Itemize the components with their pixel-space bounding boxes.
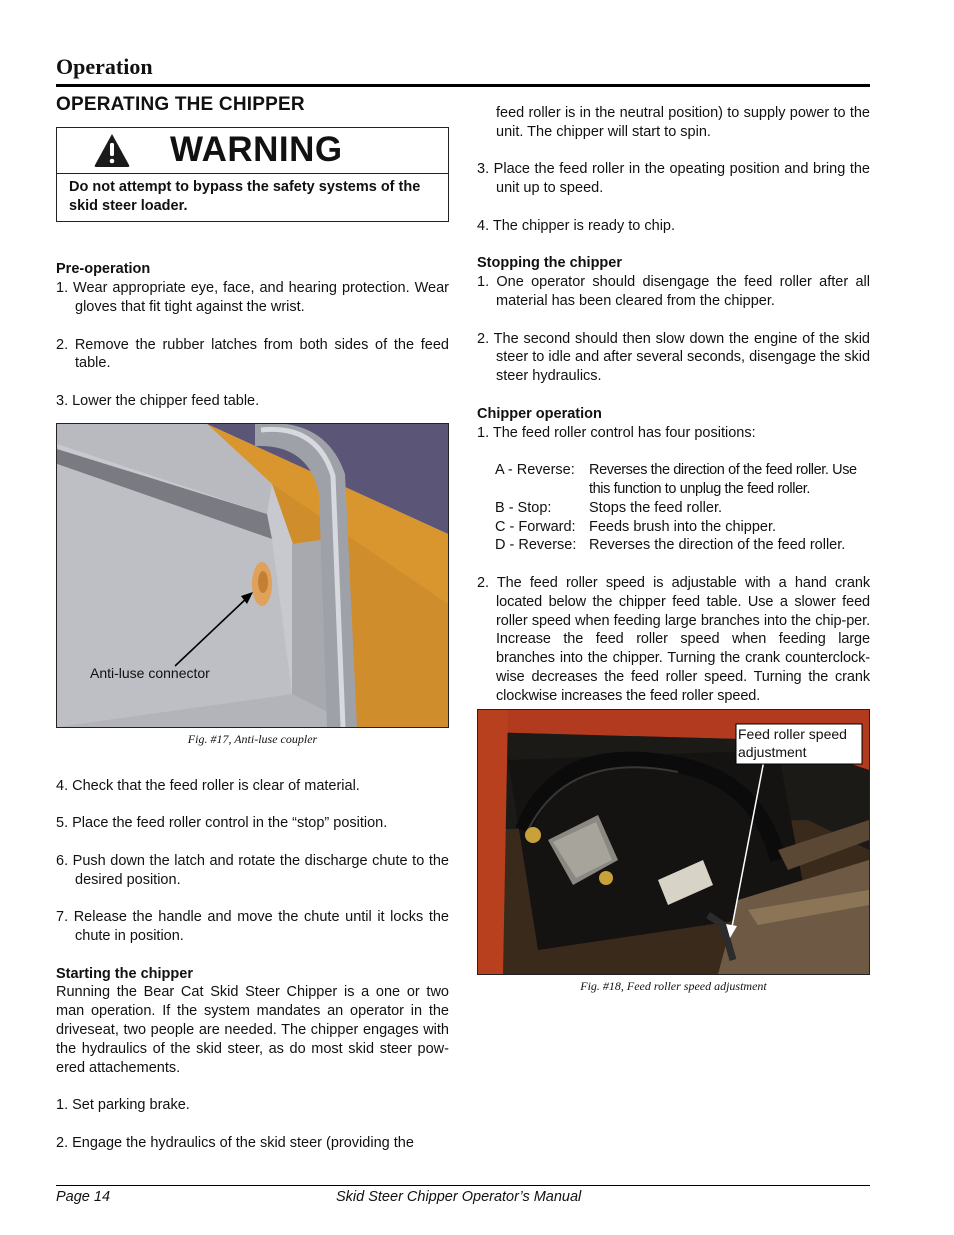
preop-title: Pre-operation xyxy=(56,261,151,278)
left-column xyxy=(56,96,449,1153)
step-4: 4. Check that the feed roller is clear of material. xyxy=(56,777,360,794)
step-5: 5. Place the feed roller control in the “stop” position. xyxy=(56,815,388,832)
position-key: D - Reverse: xyxy=(495,537,577,554)
position-key: C - Forward: xyxy=(495,518,576,535)
position-row xyxy=(495,536,870,555)
positions-table xyxy=(495,461,870,555)
warning-title: WARNING xyxy=(170,129,343,169)
stopping-item-2: 2. The second should then slow down the engine of the skid steer to idle and after several seconds, disengage the skid steer hydraulics. xyxy=(477,330,871,385)
continued-text: feed roller is in the neutral position) to supply power to the unit. The chipper will start to spin. xyxy=(496,105,870,140)
page-heading: OPERATING THE CHIPPER xyxy=(56,94,305,115)
figure-18-label-line2: adjustment xyxy=(738,743,807,760)
right-column xyxy=(477,104,870,1023)
section-title: Operation xyxy=(56,54,153,79)
preop-item-3: 3. Lower the chipper feed table. xyxy=(56,392,260,409)
chipper-op-item-2: 2. The feed roller speed is adjustable with a hand crank located below the chipper feed table. Use a slower feed roller speed when feeding large branches into the chip-per. Increase the feed roller speed when feeding large branches into the chipper. Turning the crank counterclock-wise decreases the feed roller speed. Turning the crank clockwise increases the feed roller speed. xyxy=(477,574,870,704)
figure-18-label xyxy=(738,725,847,761)
stopping-item-1: 1. One operator should disengage the feed roller after all material has been cleared from the chipper. xyxy=(477,274,870,309)
figure-18-image xyxy=(477,709,870,975)
stopping-title: Stopping the chipper xyxy=(477,255,622,272)
header-rule xyxy=(56,84,870,87)
position-desc: Reverses the direction of the feed roller. Use this function to unplug the feed roller. xyxy=(589,462,857,497)
chipper-op-intro: 1. The feed roller control has four positions: xyxy=(477,424,756,441)
position-row xyxy=(495,499,870,518)
position-row xyxy=(495,461,870,499)
manual-title: Skid Steer Chipper Operator’s Manual xyxy=(336,1189,582,1205)
position-desc: Stops the feed roller. xyxy=(589,499,722,516)
starting-body: Running the Bear Cat Skid Steer Chipper is a one or two man operation. If the system mandates an operator in the driveseat, two people are needed. The chipper engages with the hydraulics of the skid steer, as do most skid steer pow-ered attachements. xyxy=(56,984,449,1076)
page-number: Page 14 xyxy=(56,1189,111,1205)
position-desc: Reverses the direction of the feed roller. xyxy=(589,537,846,554)
preop-item-1: 1. Wear appropriate eye, face, and hearing protection. Wear gloves that fit tight against the wrist. xyxy=(56,280,449,315)
warning-box xyxy=(56,127,449,223)
position-key: A - Reverse: xyxy=(495,462,575,479)
step-7: 7. Release the handle and move the chute until it locks the chute in position. xyxy=(56,909,449,944)
position-desc: Feeds brush into the chipper. xyxy=(589,518,777,535)
figure-18-caption: Fig. #18, Feed roller speed adjustment xyxy=(580,978,767,993)
figure-17-caption: Fig. #17, Anti-luse coupler xyxy=(187,731,318,746)
footer-rule xyxy=(56,1185,870,1186)
right-item-3: 3. Place the feed roller in the opeating position and bring the unit up to speed. xyxy=(477,161,870,197)
warning-text: Do not attempt to bypass the safety systems of the skid steer loader. xyxy=(69,178,421,214)
position-row xyxy=(495,518,870,537)
warning-triangle-icon xyxy=(92,131,132,169)
step-6: 6. Push down the latch and rotate the discharge chute to the desired position. xyxy=(56,852,449,888)
preop-item-2: 2. Remove the rubber latches from both sides of the feed table. xyxy=(56,336,449,372)
position-key: B - Stop: xyxy=(495,499,552,516)
figure-17-image xyxy=(56,423,449,728)
starting-item-1: 1. Set parking brake. xyxy=(56,1097,190,1114)
figure-17-label: Anti-luse connector xyxy=(90,664,210,681)
figure-18-label-line1: Feed roller speed xyxy=(738,725,847,742)
warning-header xyxy=(57,128,448,174)
chipper-op-title: Chipper operation xyxy=(477,405,602,422)
right-item-4: 4. The chipper is ready to chip. xyxy=(477,217,676,234)
starting-title: Starting the chipper xyxy=(56,965,193,982)
starting-item-2: 2. Engage the hydraulics of the skid steer (providing the xyxy=(56,1134,414,1151)
